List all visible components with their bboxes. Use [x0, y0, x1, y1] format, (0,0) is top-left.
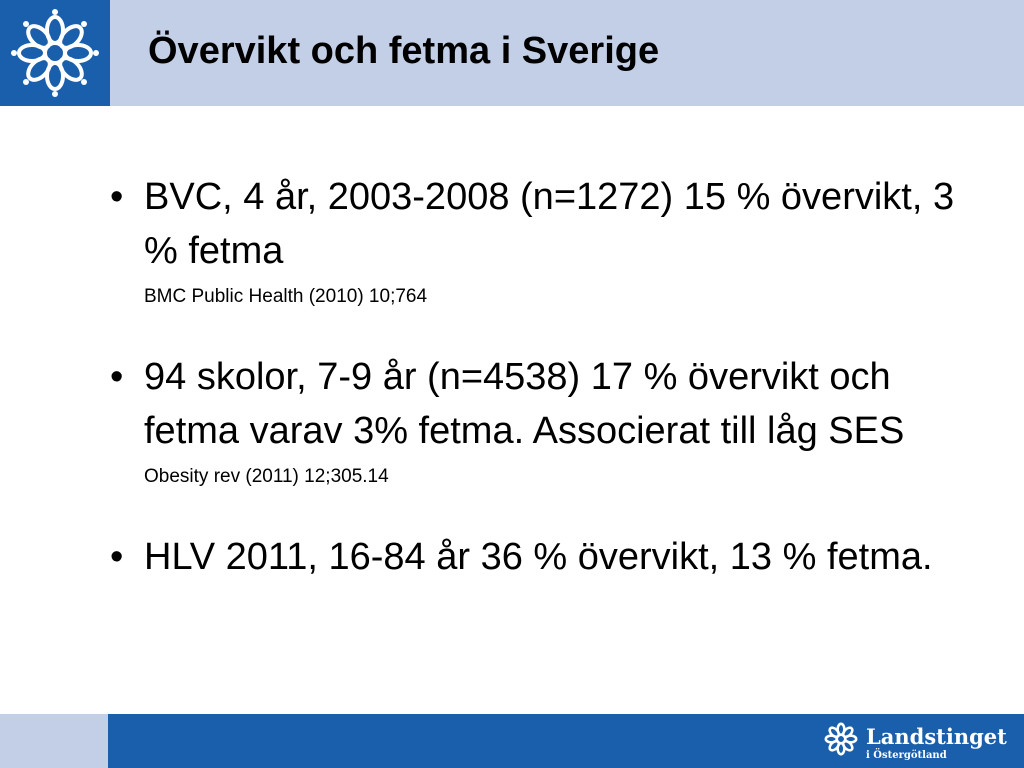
bullet-list — [110, 170, 990, 584]
bullet-item — [110, 170, 990, 310]
footer-bar — [108, 714, 1024, 768]
bullet-text: HLV 2011, 16-84 år 36 % övervikt, 13 % fetma. — [144, 536, 933, 578]
bullet-marker: • — [110, 176, 124, 218]
footer-logo — [822, 718, 1007, 764]
bullet-text: BVC, 4 år, 2003-2008 (n=1272) 15 % övervikt, 3 % fetma — [144, 176, 955, 272]
bullet-text: 94 skolor, 7-9 år (n=4538) 17 % övervikt och fetma varav 3% fetma. Associerat till låg SES — [144, 356, 905, 452]
header-logo — [0, 0, 110, 106]
bullet-marker: • — [110, 356, 124, 398]
reference-citation: BMC Public Health (2010) 10;764 — [144, 286, 428, 307]
bullet-marker: • — [110, 536, 124, 578]
footer-logo-name: Landstinget — [866, 724, 1007, 749]
footer-logo-subtitle: i Östergötland — [866, 750, 947, 761]
title-bar — [110, 0, 1024, 106]
slide-title: Övervikt och fetma i Sverige — [148, 30, 660, 72]
bullet-item — [110, 350, 990, 490]
flower-emblem-icon — [822, 720, 860, 758]
flower-emblem-icon — [10, 8, 100, 98]
bullet-item — [110, 530, 990, 584]
footer-accent — [0, 714, 108, 768]
reference-citation: Obesity rev (2011) 12;305.14 — [144, 466, 389, 487]
